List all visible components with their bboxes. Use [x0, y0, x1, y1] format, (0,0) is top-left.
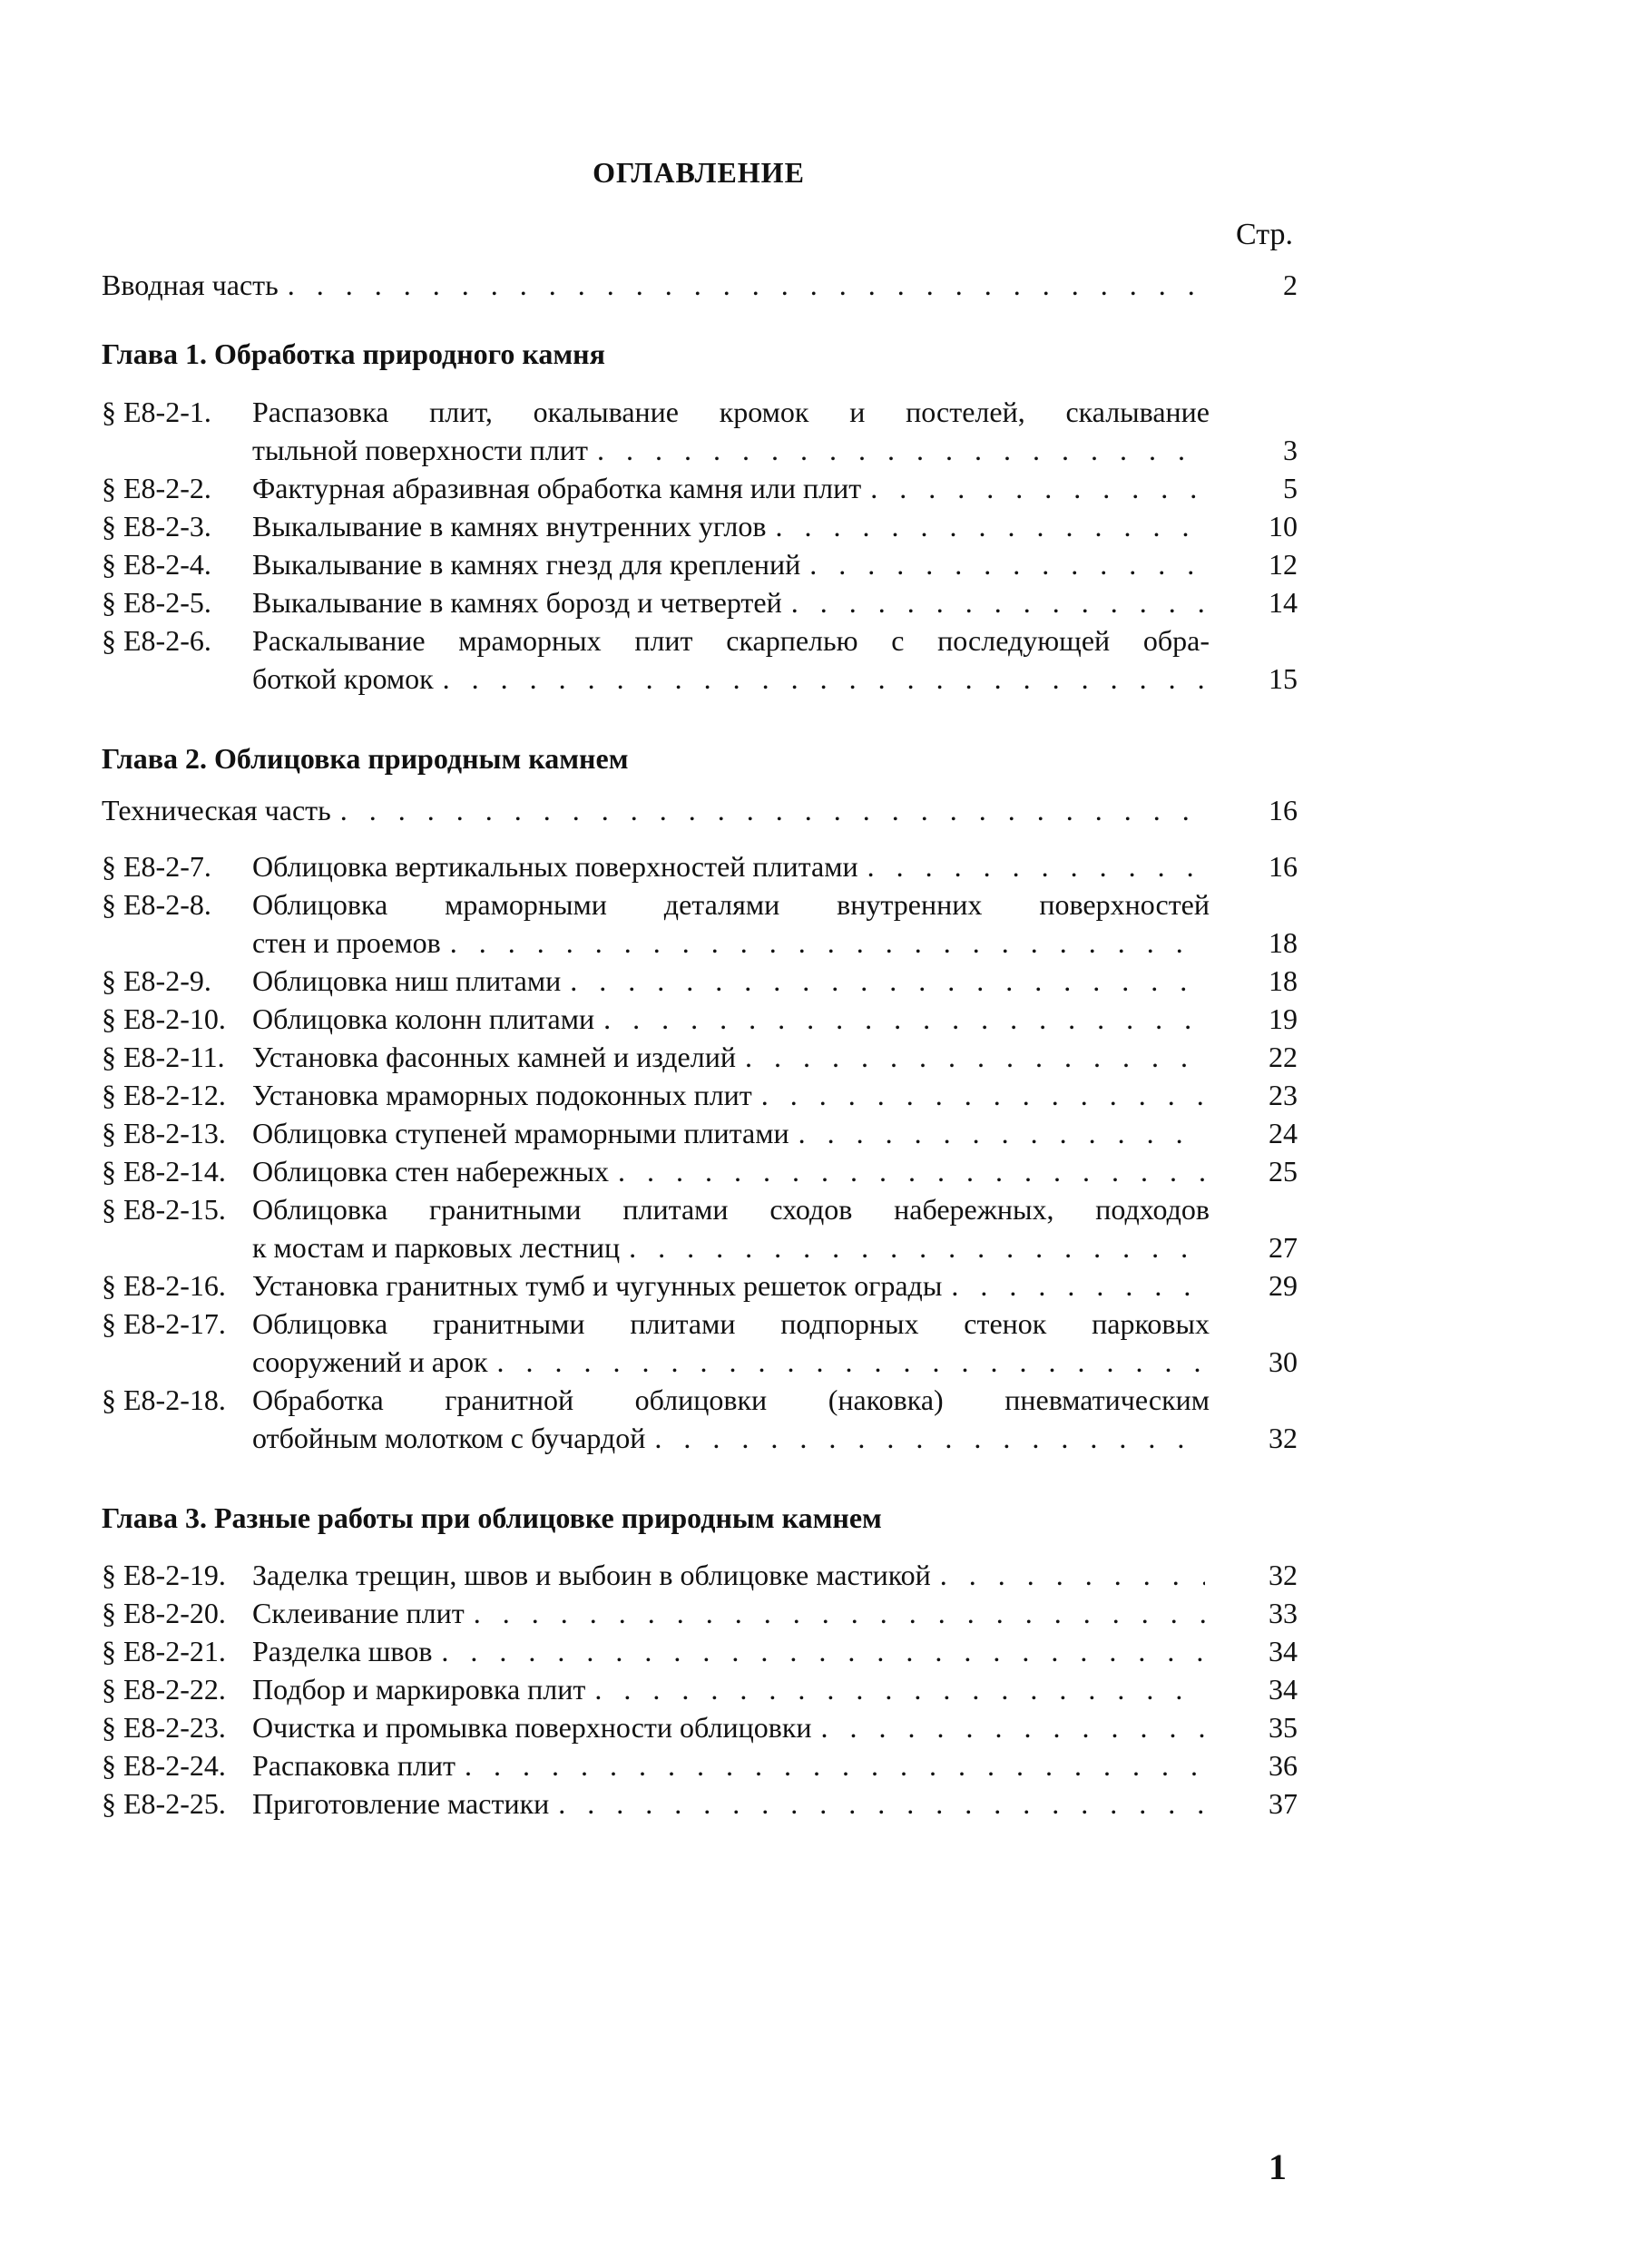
toc-page: 29 [1269, 1269, 1298, 1302]
toc-page: 10 [1269, 510, 1298, 543]
toc-entry-text: Облицовка ступеней мраморными плитами [252, 1117, 789, 1149]
leader-dots [951, 1266, 1205, 1305]
section-number: § Е8-2-25. [102, 1787, 226, 1820]
leader-dots [821, 1708, 1205, 1746]
toc-page: 5 [1283, 472, 1298, 504]
toc-page: 37 [1269, 1787, 1298, 1820]
toc-entry-text: Заделка трещин, швов и выбоин в облицовке мастикой [252, 1559, 931, 1591]
toc-entry-text: Обработка гранитной облицовки (наковка) пневматическим [252, 1383, 1210, 1416]
toc-entry-text: Разделка швов [252, 1635, 433, 1667]
toc-entry [102, 1632, 1298, 1670]
toc-entry-text: Облицовка гранитными плитами сходов набережных, подходов [252, 1193, 1210, 1226]
section-number: § Е8-2-22. [102, 1673, 226, 1706]
toc-entry-text: Очистка и промывка поверхности облицовки [252, 1711, 812, 1744]
toc-page: 27 [1269, 1231, 1298, 1264]
toc-page: 25 [1269, 1155, 1298, 1188]
leader-dots [497, 1343, 1206, 1381]
toc-page: 30 [1269, 1345, 1298, 1378]
chapter-1-title: Глава 1. Обработка природного камня [102, 337, 605, 370]
leader-dots [654, 1419, 1205, 1457]
toc-page: 15 [1269, 662, 1298, 695]
toc-entry-continuation [102, 1228, 1298, 1266]
leader-dots [809, 545, 1205, 583]
toc-entry [102, 1708, 1298, 1746]
toc-page: 33 [1269, 1597, 1298, 1629]
toc-page: 32 [1269, 1422, 1298, 1454]
leader-dots [603, 1000, 1205, 1038]
toc-page: 18 [1269, 964, 1298, 997]
toc-entry [102, 847, 1298, 885]
section-number: § Е8-2-9. [102, 964, 211, 997]
toc-entry [102, 1190, 1298, 1228]
toc-entry-text: Облицовка ниш плитами [252, 964, 562, 997]
toc-entry-text: Облицовка мраморными деталями внутренних поверхностей [252, 888, 1210, 921]
toc-entry-text: Облицовка гранитными плитами подпорных стенок парковых [252, 1307, 1210, 1340]
toc-entry [102, 545, 1298, 583]
leader-dots [474, 1594, 1205, 1632]
leader-dots [629, 1228, 1205, 1266]
leader-dots [594, 1670, 1205, 1708]
toc-entry [102, 1594, 1298, 1632]
toc-entry [102, 1266, 1298, 1305]
toc-entry-text: сооружений и арок [252, 1345, 488, 1378]
toc-page: 12 [1269, 548, 1298, 581]
toc-entry-text: Облицовка колонн плитами [252, 1002, 595, 1035]
toc-entry [102, 1305, 1298, 1343]
section-number: § Е8-2-11. [102, 1041, 225, 1073]
leader-dots [761, 1076, 1205, 1114]
leader-dots [618, 1152, 1205, 1190]
toc-entry-text: Подбор и маркировка плит [252, 1673, 586, 1706]
section-number: § Е8-2-18. [102, 1383, 226, 1416]
toc-entry [102, 1038, 1298, 1076]
section-number: § Е8-2-13. [102, 1117, 226, 1149]
leader-dots [441, 1632, 1205, 1670]
section-number: § Е8-2-2. [102, 472, 211, 504]
toc-page: 23 [1269, 1079, 1298, 1111]
toc-entry-text: Раскалывание мраморных плит скарпелью с последующей обра- [252, 624, 1210, 657]
page-column-label: Стр. [1236, 218, 1294, 251]
toc-entry-text: Склеивание плит [252, 1597, 465, 1629]
toc-entry [102, 1000, 1298, 1038]
leader-dots [799, 1114, 1205, 1152]
toc-entry [102, 507, 1298, 545]
section-number: § Е8-2-12. [102, 1079, 226, 1111]
toc-page: 22 [1269, 1041, 1298, 1073]
section-number: § Е8-2-15. [102, 1193, 226, 1226]
toc-entry [102, 1784, 1298, 1823]
toc-entry [102, 885, 1298, 924]
toc-entry [102, 393, 1298, 431]
toc-entry-text: боткой кромок [252, 662, 434, 695]
toc-entry [102, 962, 1298, 1000]
section-number: § Е8-2-10. [102, 1002, 226, 1035]
toc-entry-text: Распаковка плит [252, 1749, 456, 1782]
toc-entry [102, 583, 1298, 621]
toc-entry-text: Выкалывание в камнях внутренних углов [252, 510, 767, 543]
toc-page: 32 [1269, 1559, 1298, 1591]
toc-page: 2 [1283, 269, 1298, 301]
toc-entry-text: Установка фасонных камней и изделий [252, 1041, 736, 1073]
toc-entry [102, 469, 1298, 507]
page-number: 1 [1269, 2146, 1287, 2187]
toc-entry-text: Выкалывание в камнях гнезд для креплений [252, 548, 801, 581]
toc-page: 35 [1269, 1711, 1298, 1744]
toc-page: 18 [1269, 926, 1298, 959]
toc-entry [102, 1381, 1298, 1419]
toc-page: 34 [1269, 1673, 1298, 1706]
toc-entry [102, 621, 1298, 660]
toc-page: 3 [1283, 434, 1298, 466]
toc-entry-continuation [102, 660, 1298, 698]
section-number: § Е8-2-17. [102, 1307, 226, 1340]
toc-page: 19 [1269, 1002, 1298, 1035]
toc-entry [102, 1076, 1298, 1114]
toc-entry-text: Установка гранитных тумб и чугунных решеток ограды [252, 1269, 943, 1302]
section-number: § Е8-2-21. [102, 1635, 226, 1667]
toc-entry-text: Выкалывание в камнях борозд и четвертей [252, 586, 782, 619]
toc-entry [102, 1556, 1298, 1594]
leader-dots [443, 660, 1205, 698]
toc-entry-text: Распазовка плит, окалывание кромок и постелей, скалывание [252, 396, 1210, 428]
section-number: § Е8-2-3. [102, 510, 211, 543]
toc-page: 24 [1269, 1117, 1298, 1149]
leader-dots [867, 847, 1205, 885]
toc-page: 14 [1269, 586, 1298, 619]
section-number: § Е8-2-5. [102, 586, 211, 619]
toc-intro [102, 266, 1298, 304]
leader-dots [775, 507, 1205, 545]
leader-dots [791, 583, 1205, 621]
toc-entry-continuation [102, 1343, 1298, 1381]
toc-entry-text: Облицовка стен набережных [252, 1155, 610, 1188]
leader-dots [940, 1556, 1205, 1594]
toc-page: 34 [1269, 1635, 1298, 1667]
leader-dots [558, 1784, 1205, 1823]
section-number: § Е8-2-14. [102, 1155, 226, 1188]
section-number: § Е8-2-4. [102, 548, 211, 581]
toc-entry-text: Облицовка вертикальных поверхностей плитами [252, 850, 858, 883]
chapter-2-title: Глава 2. Облицовка природным камнем [102, 742, 629, 775]
section-number: § Е8-2-20. [102, 1597, 226, 1629]
toc-entry [102, 1746, 1298, 1784]
leader-dots [340, 791, 1205, 829]
leader-dots [288, 266, 1205, 304]
toc-page: 16 [1269, 794, 1298, 826]
toc-entry-text: Фактурная абразивная обработка камня или плит [252, 472, 862, 504]
toc-entry-text: к мостам и парковых лестниц [252, 1231, 621, 1264]
toc-entry-text: Приготовление мастики [252, 1787, 550, 1820]
toc-entry-continuation [102, 924, 1298, 962]
leader-dots [745, 1038, 1205, 1076]
toc-entry [102, 1152, 1298, 1190]
section-number: § Е8-2-16. [102, 1269, 226, 1302]
toc-technical-part [102, 791, 1298, 829]
toc-entry-text: тыльной поверхности плит [252, 434, 588, 466]
section-number: § Е8-2-19. [102, 1559, 226, 1591]
leader-dots [870, 469, 1205, 507]
toc-entry-text: Техническая часть [102, 794, 331, 826]
toc-page: 36 [1269, 1749, 1298, 1782]
section-number: § Е8-2-23. [102, 1711, 226, 1744]
toc-entry [102, 1114, 1298, 1152]
toc-entry-text: Установка мраморных подоконных плит [252, 1079, 752, 1111]
leader-dots [450, 924, 1205, 962]
page-title: ОГЛАВЛЕНИЕ [593, 156, 805, 189]
toc-page: 16 [1269, 850, 1298, 883]
leader-dots [597, 431, 1205, 469]
leader-dots [465, 1746, 1205, 1784]
toc-entry-continuation [102, 431, 1298, 469]
section-number: § Е8-2-6. [102, 624, 211, 657]
toc-entry-text: стен и проемов [252, 926, 441, 959]
section-number: § Е8-2-8. [102, 888, 211, 921]
section-number: § Е8-2-7. [102, 850, 211, 883]
section-number: § Е8-2-1. [102, 396, 211, 428]
toc-entry-continuation [102, 1419, 1298, 1457]
toc-entry [102, 1670, 1298, 1708]
section-number: § Е8-2-24. [102, 1749, 226, 1782]
toc-entry-text: Вводная часть [102, 269, 279, 301]
chapter-3-title: Глава 3. Разные работы при облицовке природным камнем [102, 1501, 882, 1534]
toc-entry-text: отбойным молотком с бучардой [252, 1422, 646, 1454]
leader-dots [570, 962, 1205, 1000]
